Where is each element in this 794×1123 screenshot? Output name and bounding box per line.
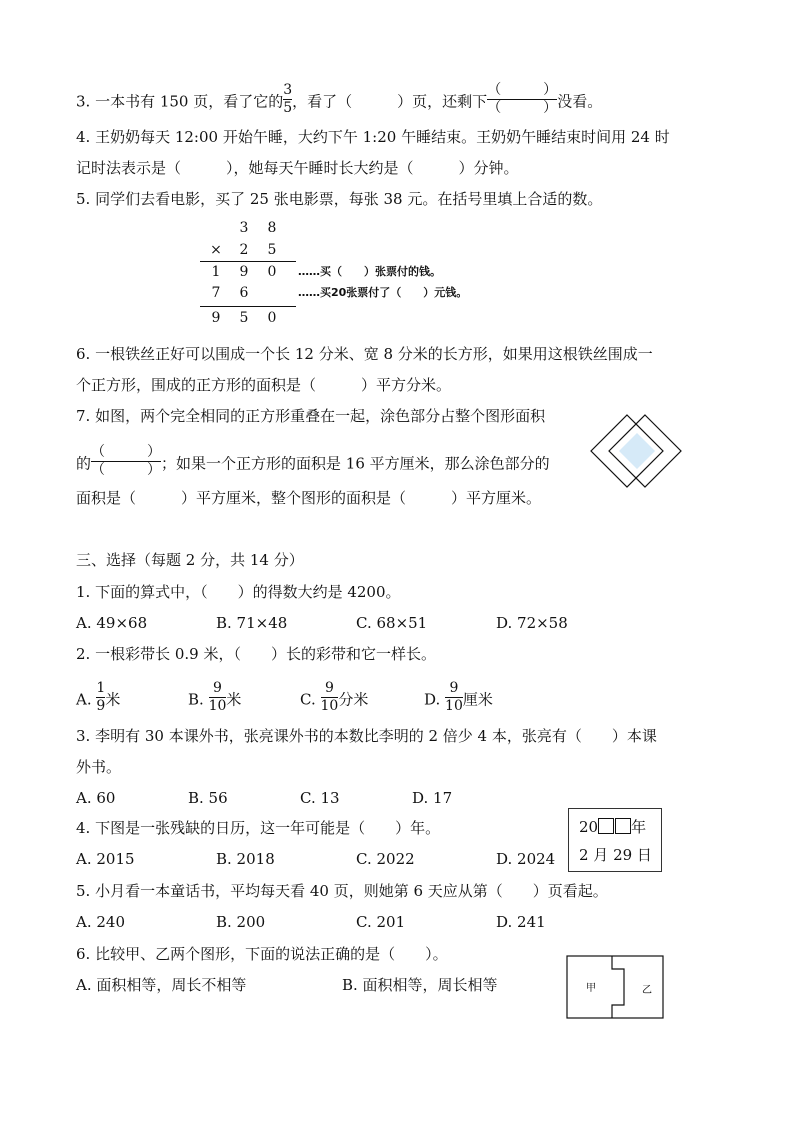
- s3-q3-line1: 3. 李明有 30 本课外书，张亮课外书的本数比李明的 2 倍少 4 本，张亮有（ ）本课: [76, 727, 657, 745]
- s3-q5-option-d[interactable]: D. 241: [496, 913, 546, 931]
- s3-q5-option-c[interactable]: C. 201: [356, 913, 406, 931]
- s3-q3-option-c[interactable]: C. 13: [300, 789, 340, 807]
- s3-q2-option-b[interactable]: B. $\frac{9}{10}$ 米: [188, 680, 242, 714]
- s3-q4-stem: 4. 下图是一张残缺的日历，这一年可能是（ ）年。: [76, 819, 441, 837]
- calc-digit: 5: [267, 242, 277, 258]
- s3-q1-option-a[interactable]: A. 49×68: [76, 614, 148, 632]
- calendar-year-prefix: 20: [579, 818, 599, 836]
- calc-digit: 3: [239, 220, 249, 236]
- calc-digit: 8: [267, 220, 277, 236]
- s3-q1-option-b[interactable]: B. 71×48: [216, 614, 288, 632]
- q3-fraction: $\frac{3}{5}$: [283, 82, 293, 116]
- dividing-line: [612, 956, 624, 1018]
- s3-q3-option-b[interactable]: B. 56: [188, 789, 228, 807]
- s3-q4-option-b[interactable]: B. 2018: [216, 850, 275, 868]
- calc-digit: 2: [239, 242, 249, 258]
- option-fraction: $\frac{9}{10}$: [208, 680, 227, 714]
- calc-note-2: ……买20张票付了（ ）元钱。: [298, 286, 468, 299]
- q7-line3: 面积是（ ）平方厘米，整个图形的面积是（ ）平方厘米。: [76, 489, 542, 507]
- s3-q6-option-b[interactable]: B. 面积相等，周长相等: [342, 976, 498, 994]
- label-yi: 乙: [642, 985, 652, 996]
- s3-q5-option-b[interactable]: B. 200: [216, 913, 266, 931]
- calendar-year-suffix: 年: [631, 818, 647, 836]
- overlapping-squares-figure: [588, 412, 688, 492]
- calc-rule: [200, 261, 296, 262]
- calc-digit: 9: [211, 310, 221, 326]
- calc-digit: 5: [239, 310, 249, 326]
- calc-digit: 0: [267, 264, 277, 280]
- calc-digit: 6: [239, 285, 249, 301]
- calc-digit: 7: [211, 285, 221, 301]
- s3-q1-option-c[interactable]: C. 68×51: [356, 614, 428, 632]
- q7-line1: 7. 如图，两个完全相同的正方形重叠在一起，涂色部分占整个图形面积: [76, 407, 546, 425]
- s3-q6-option-a[interactable]: A. 面积相等，周长不相等: [76, 976, 247, 994]
- calc-digit: 0: [267, 310, 277, 326]
- s3-q4-option-d[interactable]: D. 2024: [496, 850, 556, 868]
- s3-q5-option-a[interactable]: A. 240: [76, 913, 125, 931]
- q3-text2: ，看了（ ）页，还剩下: [292, 92, 488, 111]
- s3-q5-stem: 5. 小月看一本童话书，平均每天看 40 页，则她第 6 天应从第（ ）页看起。: [76, 882, 608, 900]
- q6-line1: 6. 一根铁丝正好可以围成一个长 12 分米、宽 8 分米的长方形，如果用这根铁丝围成一: [76, 345, 653, 363]
- missing-digit-box: [615, 818, 631, 834]
- q6-line2: 个正方形，围成的正方形的面积是（ ）平方分米。: [76, 376, 452, 394]
- s3-q3-line2: 外书。: [76, 758, 122, 776]
- option-fraction: $\frac{1}{9}$: [96, 680, 106, 714]
- option-fraction: $\frac{9}{10}$: [445, 680, 463, 714]
- calendar-fragment: [568, 808, 662, 872]
- option-fraction: $\frac{9}{10}$: [320, 680, 339, 714]
- s3-q4-option-c[interactable]: C. 2022: [356, 850, 415, 868]
- q5-line1: 5. 同学们去看电影，买了 25 张电影票，每张 38 元。在括号里填上合适的数。: [76, 190, 603, 208]
- q4-line2: 记时法表示是（ ），她每天午睡时长大约是（ ）分钟。: [76, 159, 519, 177]
- s3-q2-option-c[interactable]: C. $\frac{9}{10}$ 分米: [300, 680, 369, 714]
- q7-line2: 的 $\frac{( )}{( )}$ ；如果一个正方形的面积是 16 平方厘米，那么涂色部分的: [76, 444, 550, 478]
- q3-line: [76, 82, 603, 119]
- s3-q4-option-a[interactable]: A. 2015: [76, 850, 135, 868]
- q3-text1: 3. 一本书有 150 页，看了它的: [76, 92, 284, 111]
- q7-blank-fraction[interactable]: $\frac{( )}{( )}$: [91, 444, 162, 478]
- s3-q2-option-d[interactable]: D. $\frac{9}{10}$ 厘米: [424, 680, 493, 714]
- s3-q1-option-d[interactable]: D. 72×58: [496, 614, 568, 632]
- calc-note-1: ……买（ ）张票付的钱。: [298, 265, 441, 278]
- jia-yi-figure: [566, 955, 664, 1019]
- s3-q1-stem: 1. 下面的算式中，（ ）的得数大约是 4200。: [76, 583, 401, 601]
- calc-digit: 9: [239, 264, 249, 280]
- s3-q6-stem: 6. 比较甲、乙两个图形，下面的说法正确的是（ ）。: [76, 945, 448, 963]
- label-jia: 甲: [586, 983, 596, 994]
- q3-blank-fraction[interactable]: $\frac{( )}{( )}$: [487, 82, 558, 116]
- s3-q3-option-a[interactable]: A. 60: [76, 789, 116, 807]
- section3-heading: 三、选择（每题 2 分，共 14 分）: [76, 551, 304, 569]
- q3-text3: 没看。: [557, 92, 603, 111]
- calc-rule: [200, 306, 296, 307]
- calc-digit: 1: [211, 264, 221, 280]
- q4-line1: 4. 王奶奶每天 12:00 开始午睡，大约下午 1:20 午睡结束。王奶奶午睡结束时间用 24 时: [76, 128, 670, 146]
- calc-times-sign: ×: [210, 242, 222, 258]
- missing-digit-box: [598, 818, 614, 834]
- calendar-date: 2 月 29 日: [579, 846, 652, 864]
- s3-q2-option-a[interactable]: A. $\frac{1}{9}$ 米: [76, 680, 121, 714]
- s3-q3-option-d[interactable]: D. 17: [412, 789, 453, 807]
- s3-q2-stem: 2. 一根彩带长 0.9 米，（ ）长的彩带和它一样长。: [76, 645, 436, 663]
